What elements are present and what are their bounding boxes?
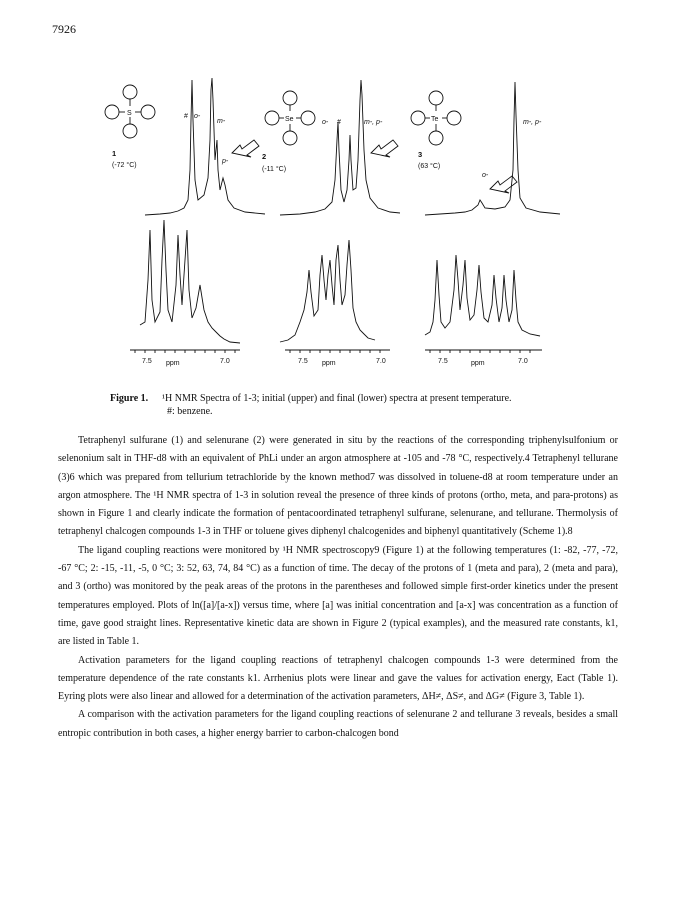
compound-number-2: 2 [262,152,267,161]
arrow-3 [490,176,517,193]
nmr-figure [100,60,580,390]
paragraph-4: A comparison with the activation parameters for the ligand coupling reactions of selenurane 2 and tellurane 3 reveals, besides a small entropic contribution in both cases, a higher energy barrier to carbon-chalcogen bond [58,709,618,739]
peak-ortho-1: o- [194,113,201,120]
body-text [58,432,618,743]
paragraph-2: The ligand coupling reactions were monitored by ¹H NMR spectroscopy9 (Figure 1) at the following temperatures (1: -82, -77, -72, -67 °C; 2: -15, -11, -5, 0 °C; 3: 52, 63, 74, 84 °C) as a function of time. The decay of the protons of 1 (meta and para), 2 (meta and para), and 3 (ortho) was monitored by the peak areas of the protons in the parentheses and followed simple first-order kinetics under the present temperatures employed. Plots of ln([a]/[a-x]) versus time, where [a] was initial concentration and [a-x] was concentration as a function of time, gave good straight lines. Representative kinetic data are shown in Figure 2 (typical examples), and the measured rate constants, k1, are listed in Table 1. [58,544,618,648]
spectrum-1-upper [145,78,265,215]
peak-meta-1: m- [217,118,226,125]
arrow-2 [371,140,398,157]
atom-label-3: Te [431,116,439,123]
tick-label-7-5-b: 7.5 [298,358,308,365]
peak-meta-para-2: m-, p- [364,119,383,126]
figure-caption [110,392,630,418]
tick-label-7-5-a: 7.5 [142,358,152,365]
caption-label: Figure 1. [110,393,149,404]
compound-temp-3: (63 °C) [418,163,441,170]
unit-label-b: ppm [322,360,336,367]
unit-label-c: ppm [471,360,485,367]
tick-label-7-0-b: 7.0 [376,358,386,365]
atom-label-1: S [127,110,132,117]
spectrum-2-upper [280,80,400,215]
compound-number-3: 3 [418,150,423,159]
compound-number-1: 1 [112,149,117,158]
peak-hash-1: # [184,113,188,120]
peak-ortho-2: o- [322,119,329,126]
arrow-1 [232,140,259,157]
spectrum-3-upper [425,82,560,215]
tick-label-7-5-c: 7.5 [438,358,448,365]
spectrum-2-lower [280,240,375,342]
spectrum-3-lower [425,255,540,336]
unit-label-a: ppm [166,360,180,367]
peak-ortho-3: o- [482,172,489,179]
tick-label-7-0-a: 7.0 [220,358,230,365]
axis-ticks [135,350,530,353]
page-number: 7926 [52,22,76,36]
paragraph-3: Activation parameters for the ligand coupling reactions of tetraphenyl chalcogen compounds 1-3 were determined from the temperature dependence of the rate constants k1. Arrhenius plots were linear and gave the values for activation energy, Eact (Table 1). Eyring plots were also linear and allowed for a determination of the activation parameters, ΔH≠, ΔS≠, and ΔG≠ (Figure 3, Table 1). [58,654,618,703]
caption-text: ¹H NMR Spectra of 1-3; initial (upper) and final (lower) spectra at present temperature. [162,393,512,404]
nmr-spectra-svg [100,60,580,390]
paragraph-1: Tetraphenyl sulfurane (1) and selenurane (2) were generated in situ by the reactions of the corresponding triphenylsulfonium or selenonium salt in THF-d8 with an equivalent of PhLi under an argon atmosphere at -105 and -78 °C, respectively.4 Tetraphenyl tellurane (3)6 which was prepared from tellurium tetrachloride by the known method7 was dissolved in toluene-d8 at room temperature under an argon atmosphere. The ¹H NMR spectra of 1-3 in solution reveal the presence of three kinds of protons (ortho, meta, and para-protons) as shown in Figure 1 and clearly indicate the formation of pentacoordinated tetraphenyl sulfurane, selenurane, and tellurane. Thermolysis of tetraphenyl chalcogen compounds 1-3 in THF or toluene gives diphenyl chalcogenides and biphenyl quantitatively (Scheme 1).8 [58,435,618,538]
tick-label-7-0-c: 7.0 [518,358,528,365]
peak-hash-2: # [337,119,341,126]
caption-line2: #: benzene. [167,406,213,417]
compound-temp-1: (-72 °C) [112,162,137,169]
compound-temp-2: (-11 °C) [262,166,287,173]
atom-label-2: Se [285,116,294,123]
peak-meta-para-3: m-, p- [523,119,542,126]
peak-para-1: p- [222,158,229,165]
spectrum-1-lower [140,220,240,343]
